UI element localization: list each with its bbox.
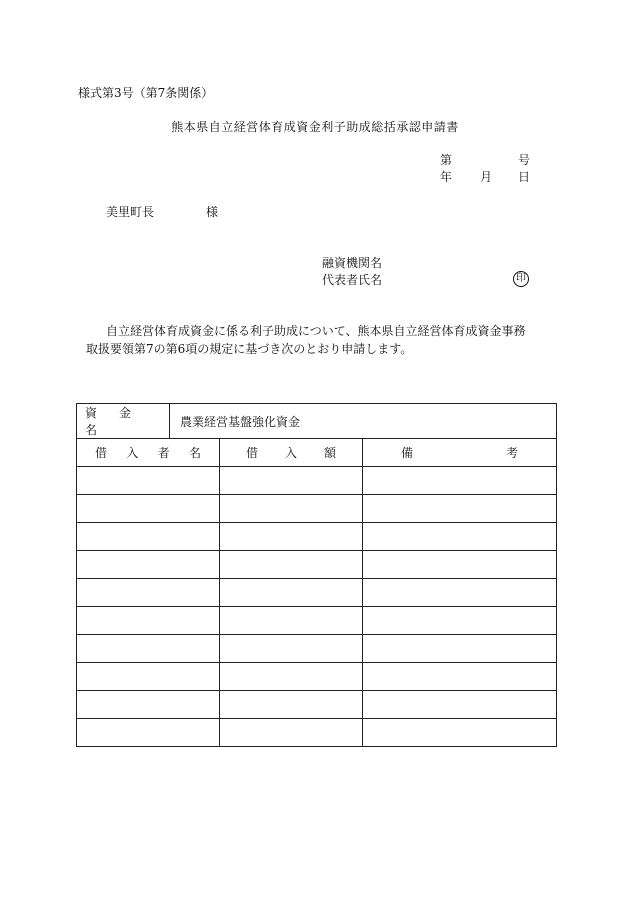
fund-value: 農業経営基盤強化資金 (170, 404, 557, 439)
header-char: 借 (246, 446, 259, 460)
header-char: 入 (284, 446, 297, 460)
amount-cell[interactable] (220, 635, 363, 663)
remarks-cell[interactable] (363, 719, 557, 747)
number-dai: 第 (440, 153, 453, 167)
form-number: 様式第3号（第7条関係） (78, 86, 214, 100)
borrower-cell[interactable] (77, 691, 220, 719)
header-borrower (77, 439, 220, 467)
remarks-cell[interactable] (363, 607, 557, 635)
remarks-cell[interactable] (363, 523, 557, 551)
header-char: 名 (188, 446, 201, 460)
remarks-cell[interactable] (363, 663, 557, 691)
table-row (77, 719, 557, 747)
date-month: 月 (480, 170, 493, 184)
number-go: 号 (518, 153, 531, 167)
table-row (77, 607, 557, 635)
table-row (77, 495, 557, 523)
borrower-cell[interactable] (77, 467, 220, 495)
header-char: 備 (401, 446, 414, 460)
addressee (106, 205, 219, 219)
amount-cell[interactable] (220, 663, 363, 691)
borrower-cell[interactable] (77, 495, 220, 523)
table-row (77, 467, 557, 495)
amount-cell[interactable] (220, 551, 363, 579)
fund-label: 資金名 (77, 404, 170, 439)
borrower-cell[interactable] (77, 663, 220, 691)
remarks-cell[interactable] (363, 635, 557, 663)
header-remarks (363, 439, 557, 467)
addressee-name: 美里町長 (106, 205, 155, 219)
amount-cell[interactable] (220, 495, 363, 523)
amount-cell[interactable] (220, 607, 363, 635)
table-row (77, 523, 557, 551)
representative-label: 代表者氏名 (322, 273, 383, 287)
amount-cell[interactable] (220, 467, 363, 495)
header-row (77, 439, 557, 467)
amount-cell[interactable] (220, 691, 363, 719)
borrower-cell[interactable] (77, 607, 220, 635)
remarks-cell[interactable] (363, 551, 557, 579)
remarks-cell[interactable] (363, 495, 557, 523)
body-text (86, 322, 566, 358)
date-year: 年 (440, 170, 453, 184)
header-char: 額 (323, 446, 336, 460)
application-table (76, 403, 557, 747)
institution-label: 融資機関名 (322, 256, 383, 270)
borrower-cell[interactable] (77, 635, 220, 663)
date-day: 日 (518, 170, 531, 184)
header-char: 借 (95, 446, 108, 460)
document-title: 熊本県自立経営体育成資金利子助成総括承認申請書 (171, 120, 459, 134)
remarks-cell[interactable] (363, 691, 557, 719)
header-char: 入 (126, 446, 139, 460)
table-row (77, 663, 557, 691)
table-row (77, 579, 557, 607)
table-row (77, 551, 557, 579)
addressee-honorific: 様 (206, 205, 219, 219)
borrower-cell[interactable] (77, 719, 220, 747)
amount-cell[interactable] (220, 719, 363, 747)
table-row (77, 691, 557, 719)
remarks-cell[interactable] (363, 579, 557, 607)
borrower-cell[interactable] (77, 551, 220, 579)
borrower-cell[interactable] (77, 579, 220, 607)
header-char: 者 (157, 446, 170, 460)
remarks-cell[interactable] (363, 467, 557, 495)
amount-cell[interactable] (220, 579, 363, 607)
table-row (77, 635, 557, 663)
body-line-1: 自立経営体育成資金に係る利子助成について、熊本県自立経営体育成資金事務 (106, 324, 526, 338)
header-char: 考 (505, 446, 518, 460)
header-amount (220, 439, 363, 467)
seal-mark: 印 (513, 271, 529, 287)
fund-row (77, 404, 557, 439)
body-line-2: 取扱要領第7の第6項の規定に基づき次のとおり申請します。 (86, 342, 413, 356)
borrower-cell[interactable] (77, 523, 220, 551)
amount-cell[interactable] (220, 523, 363, 551)
